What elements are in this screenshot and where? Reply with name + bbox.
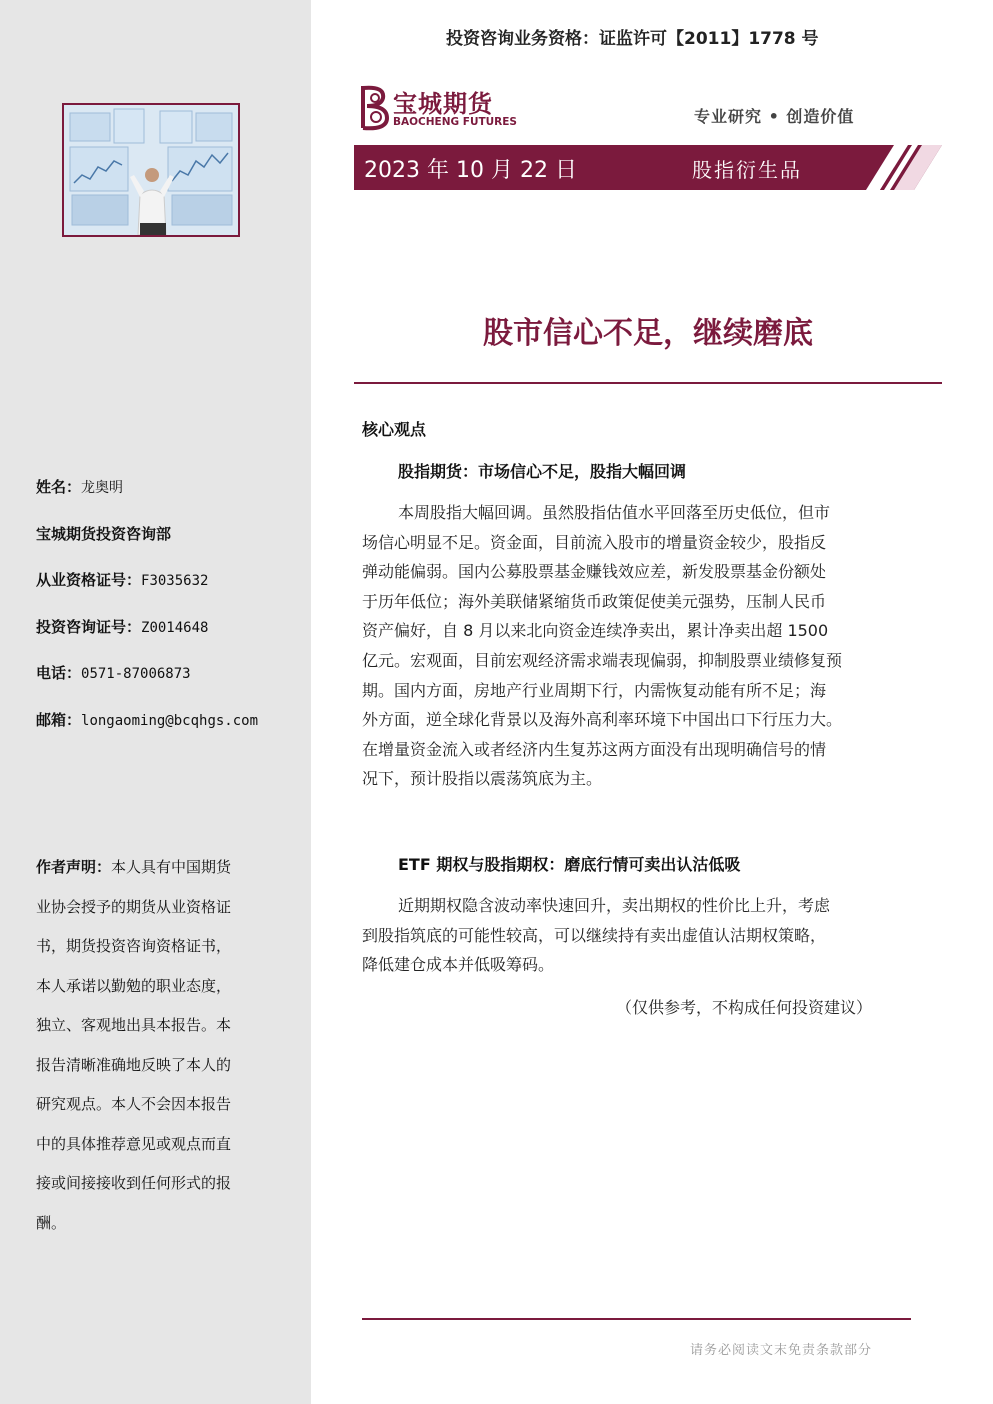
- qualification-label: 从业资格证号：: [36, 571, 142, 590]
- author-department: 宝城期货投资咨询部: [36, 524, 172, 543]
- paragraph-line: 在增量资金流入或者经济内生复苏这两方面没有出现明确信号的情: [362, 739, 827, 759]
- statement-line: 业协会授予的期货从业资格证: [36, 897, 232, 916]
- paragraph-options: [362, 891, 920, 980]
- statement-line: 独立、客观地出具本报告。本: [36, 1016, 232, 1034]
- qualification-value: F3035632: [141, 573, 209, 590]
- footer-divider: [362, 1318, 911, 1320]
- author-consult-cert: [36, 612, 296, 659]
- paragraph-line: 亿元。宏观面，目前宏观经济需求端表现偏弱，抑制股票业绩修复预: [362, 650, 843, 670]
- footer-note: 请务必阅读文末免责条款部分: [690, 1343, 873, 1358]
- paragraph-index-futures: [362, 498, 920, 794]
- consult-label: 投资咨询证号：: [36, 617, 142, 636]
- company-logo: [355, 82, 535, 132]
- title-divider: [354, 382, 942, 384]
- logo-english-name: BAOCHENG FUTURES: [393, 116, 517, 128]
- email-value[interactable]: longaoming@bcqhgs.com: [81, 712, 259, 729]
- report-category: 股指衍生品: [692, 158, 802, 182]
- report-title: 股市信心不足，继续磨底: [483, 316, 813, 351]
- phone-value: 0571-87006873: [81, 666, 191, 683]
- author-phone: [36, 658, 296, 705]
- subheading-options: ETF 期权与股指期权：磨底行情可卖出认沽低吸: [398, 855, 741, 874]
- statement-line: 本人承诺以勤勉的职业态度，: [36, 976, 232, 995]
- baocheng-logo-icon: [355, 82, 391, 132]
- paragraph-line: 场信心明显不足。资金面，目前流入股市的增量资金较少，股指反: [362, 532, 827, 552]
- report-date: 2023 年 10 月 22 日: [364, 158, 577, 183]
- author-email: [36, 705, 296, 752]
- paragraph-line: 于历年低位；海外美联储紧缩货币政策促使美元强势，压制人民币: [362, 591, 827, 611]
- cover-image: [62, 103, 240, 237]
- author-qualification: [36, 565, 296, 612]
- slogan: 专业研究 • 创造价值: [694, 107, 855, 126]
- paragraph-line: 近期期权隐含波动率快速回升，卖出期权的性价比上升，考虑: [398, 896, 831, 915]
- paragraph-line: 到股指筑底的可能性较高，可以继续持有卖出虚值认沽期权策略，: [362, 925, 827, 945]
- author-name-value: 龙奥明: [81, 480, 124, 496]
- email-label: 邮箱：: [36, 710, 82, 729]
- author-name-label: 姓名：: [36, 478, 82, 496]
- section-heading-core-view: 核心观点: [362, 420, 427, 439]
- banner-stripes-decoration: [860, 145, 942, 190]
- paragraph-line: 况下，预计股指以震荡筑底为主。: [362, 769, 603, 789]
- logo-chinese-name: 宝城期货: [393, 90, 493, 118]
- phone-label: 电话：: [36, 664, 82, 683]
- investment-disclaimer: （仅供参考，不构成任何投资建议）: [616, 998, 873, 1017]
- statement-line: 书，期货投资咨询资格证书，: [36, 937, 232, 955]
- consult-value: Z0014648: [141, 619, 209, 636]
- statement-line: 接或间接接收到任何形式的报: [36, 1174, 232, 1192]
- paragraph-line: 弹动能偏弱。国内公募股票基金赚钱效应差，新发股票基金份额处: [362, 562, 827, 582]
- author-name: [36, 472, 296, 519]
- statement-line: 报告清晰准确地反映了本人的: [36, 1055, 232, 1074]
- license-text: 投资咨询业务资格：证监许可【2011】1778 号: [446, 29, 819, 49]
- paragraph-line: 降低建仓成本并低吸筹码。: [362, 955, 555, 975]
- paragraph-line: 期。国内方面，房地产行业周期下行，内需恢复动能有所不足；海: [362, 680, 827, 700]
- statement-line: 中的具体推荐意见或观点而直: [36, 1134, 232, 1153]
- author-statement: [36, 848, 272, 1243]
- author-info: [36, 472, 296, 752]
- analyst-screens-illustration: [64, 105, 238, 235]
- statement-label: 作者声明：: [36, 858, 112, 876]
- subheading-index-futures: 股指期货：市场信心不足，股指大幅回调: [398, 462, 687, 481]
- statement-line: 作者声明：本人具有中国期货: [36, 858, 232, 876]
- statement-line: 研究观点。本人不会因本报告: [36, 1095, 232, 1113]
- paragraph-line: 外方面，逆全球化背景以及海外高利率环境下中国出口下行压力大。: [362, 710, 843, 730]
- paragraph-line: 资产偏好，自 8 月以来北向资金连续净卖出，累计净卖出超 1500: [362, 621, 829, 641]
- statement-line: 酬。: [36, 1213, 67, 1232]
- paragraph-line: 本周股指大幅回调。虽然股指估值水平回落至历史低位，但市: [398, 503, 831, 522]
- date-banner: [354, 145, 894, 190]
